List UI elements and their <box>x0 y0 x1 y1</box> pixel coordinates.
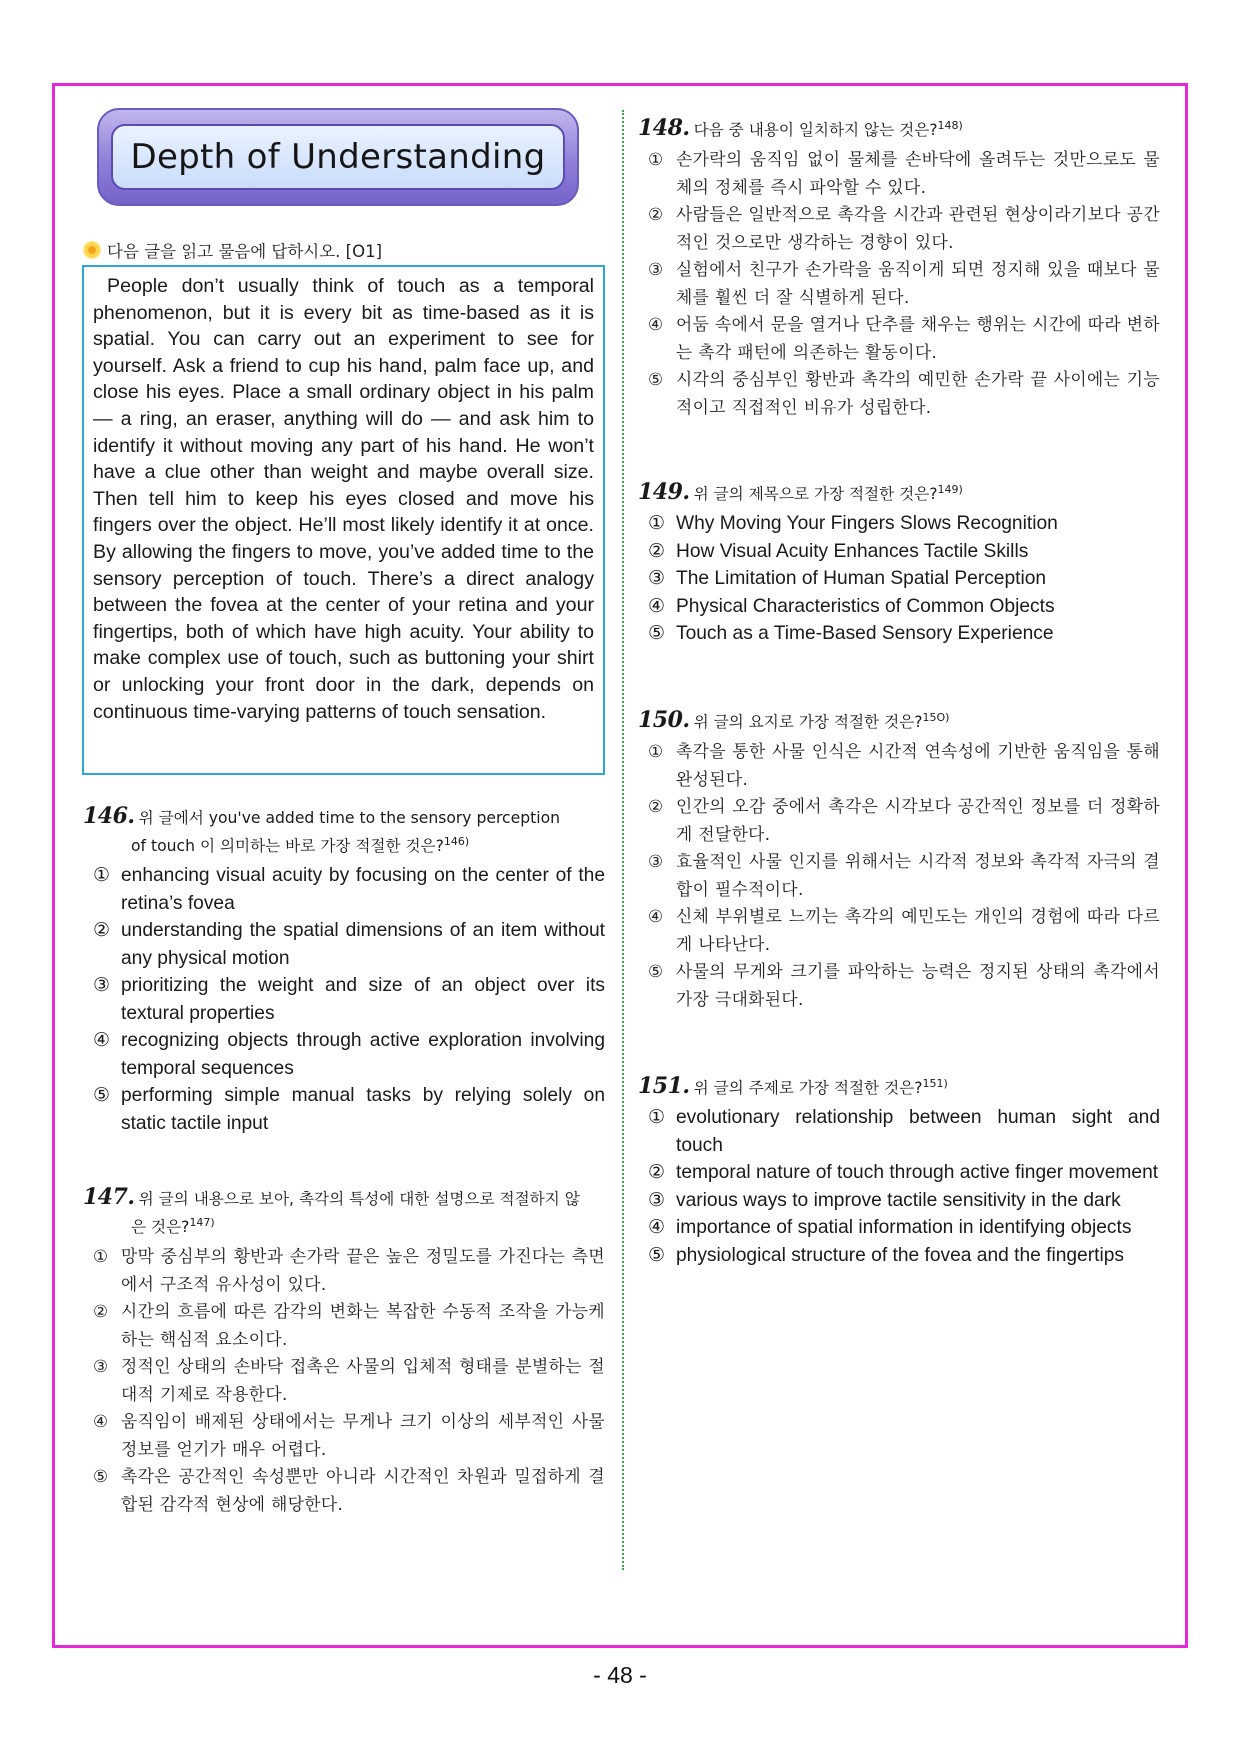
flower-icon <box>83 241 101 259</box>
question-147 <box>83 1186 605 1518</box>
option-list <box>83 862 605 1137</box>
option-4[interactable]: ④ 어둠 속에서 문을 열거나 단추를 채우는 행위는 시간에 따라 변하는 촉각 패턴에 의존하는 활동이다. <box>648 314 1160 362</box>
question-stem: 147. 위 글의 내용으로 보아, 촉각의 특성에 대한 설명으로 적절하지 않 은 것은?$^{147)}$ <box>83 1184 580 1237</box>
option-3[interactable]: ③ 효율적인 사물 인지를 위해서는 시각적 정보와 촉각적 자극의 결합이 필수적이다. <box>648 851 1160 899</box>
option-list <box>638 510 1160 648</box>
question-stem: 148. 다음 중 내용이 일치하지 않는 것은?$^{148)}$ <box>638 115 963 142</box>
option-1[interactable]: ① Why Moving Your Fingers Slows Recognition <box>648 513 1058 535</box>
option-1[interactable]: ① 촉각을 통한 사물 인식은 시간적 연속성에 기반한 움직임을 통해 완성된다. <box>648 741 1160 789</box>
option-4[interactable]: ④ 움직임이 배제된 상태에서는 무게나 크기 이상의 세부적인 사물 정보를 얻기가 매우 어렵다. <box>93 1411 605 1459</box>
option-4[interactable]: ④ importance of spatial information in identifying objects <box>648 1217 1132 1239</box>
option-5[interactable]: ⑤ 촉각은 공간적인 속성뿐만 아니라 시간적인 차원과 밀접하게 결합된 감각적 현상에 해당한다. <box>93 1466 605 1514</box>
option-5[interactable]: ⑤ Touch as a Time-Based Sensory Experience <box>648 623 1054 645</box>
title-box <box>111 124 565 190</box>
option-1[interactable]: ① 손가락의 움직임 없이 물체를 손바닥에 올려두는 것만으로도 물체의 정체를 즉시 파악할 수 있다. <box>648 149 1160 197</box>
column-divider <box>622 110 624 1570</box>
option-3[interactable]: ③ The Limitation of Human Spatial Perception <box>648 568 1047 590</box>
question-149 <box>638 478 1160 648</box>
instruction-text: 다음 글을 읽고 물음에 답하시오. [O1] <box>107 242 383 261</box>
question-stem: 151. 위 글의 주제로 가장 적절한 것은?$^{151)}$ <box>638 1073 948 1100</box>
option-5[interactable]: ⑤ physiological structure of the fovea and the fingertips <box>648 1244 1124 1266</box>
option-4[interactable]: ④ Physical Characteristics of Common Objects <box>648 595 1055 617</box>
option-2[interactable]: ② temporal nature of touch through active finger movement <box>648 1162 1159 1184</box>
option-1[interactable]: ① 망막 중심부의 황반과 손가락 끝은 높은 정밀도를 가진다는 측면에서 구조적 유사성이 있다. <box>93 1246 605 1294</box>
option-2[interactable]: ② 사람들은 일반적으로 촉각을 시간과 관련된 현상이라기보다 공간적인 것으로만 생각하는 경향이 있다. <box>648 204 1160 252</box>
option-1[interactable]: ① enhancing visual acuity by focusing on the center of the retina’s fovea <box>93 865 605 914</box>
option-3[interactable]: ③ 실험에서 친구가 손가락을 움직이게 되면 정지해 있을 때보다 물체를 훨씬 더 잘 식별하게 된다. <box>648 259 1160 307</box>
option-2[interactable]: ② understanding the spatial dimensions of an item without any physical motion <box>93 920 605 969</box>
reading-passage <box>82 265 605 775</box>
option-3[interactable]: ③ various ways to improve tactile sensitivity in the dark <box>648 1189 1121 1211</box>
page-title: Depth of Understanding <box>130 137 546 177</box>
option-2[interactable]: ② 인간의 오감 중에서 촉각은 시각보다 공간적인 정보를 더 정확하게 전달한다. <box>648 796 1160 844</box>
option-2[interactable]: ② How Visual Acuity Enhances Tactile Skills <box>648 540 1029 562</box>
option-2[interactable]: ② 시간의 흐름에 따른 감각의 변화는 복잡한 수동적 조작을 가능케 하는 핵심적 요소이다. <box>93 1301 605 1349</box>
option-list <box>638 146 1160 421</box>
option-list <box>638 738 1160 1013</box>
option-list <box>83 1243 605 1518</box>
question-150 <box>638 706 1160 1013</box>
option-3[interactable]: ③ prioritizing the weight and size of an object over its textural properties <box>93 975 605 1024</box>
option-4[interactable]: ④ 신체 부위별로 느끼는 촉각의 예민도는 개인의 경험에 따라 다르게 나타난다. <box>648 906 1160 954</box>
option-list <box>638 1104 1160 1269</box>
question-148 <box>638 114 1160 421</box>
question-146 <box>83 805 605 1137</box>
page-number: - 48 - <box>593 1662 647 1688</box>
option-3[interactable]: ③ 정적인 상태의 손바닥 접촉은 사물의 입체적 형태를 분별하는 절대적 기제로 작용한다. <box>93 1356 605 1404</box>
option-1[interactable]: ① evolutionary relationship between human sight and touch <box>648 1107 1160 1156</box>
passage-text: People don’t usually think of touch as a temporal phenomenon, but it is every bit as time-based as it is spatial. You can carry out an experiment to see for yourself. Ask a friend to cup his hand, palm face up, and close his eyes. Place a small ordinary object in his palm — a ring, an eraser, anything will do — and ask him to identify it without moving any part of his hand. He won’t have a clue other than weight and maybe overall size. Then tell him to keep his eyes closed and move his fingers over the object. He’ll most likely identify it at once. By allowing the fingers to move, you’ve added time to the sensory perception of touch. There’s a direct analogy between the fovea at the center of your retina and your fingertips, both of which have high acuity. Your ability to make complex use of touch, such as buttoning your shirt or unlocking your front door in the dark, depends on continuous time-varying patterns of touch sensation. <box>93 275 594 723</box>
option-5[interactable]: ⑤ 사물의 무게와 크기를 파악하는 능력은 정지된 상태의 촉각에서 가장 극대화된다. <box>648 961 1160 1009</box>
question-151 <box>638 1072 1160 1269</box>
question-stem: 146. 위 글에서 you've added time to the sensory perception of touch 이 의미하는 바로 가장 적절한 것은?$^{146)}$ <box>83 803 560 856</box>
option-5[interactable]: ⑤ performing simple manual tasks by relying solely on static tactile input <box>93 1085 605 1134</box>
option-4[interactable]: ④ recognizing objects through active exploration involving temporal sequences <box>93 1030 605 1079</box>
option-5[interactable]: ⑤ 시각의 중심부인 황반과 촉각의 예민한 손가락 끝 사이에는 기능적이고 직접적인 비유가 성립한다. <box>648 369 1160 417</box>
instruction <box>83 238 382 262</box>
question-stem: 150. 위 글의 요지로 가장 적절한 것은?$^{15O)}$ <box>638 707 950 734</box>
question-stem: 149. 위 글의 제목으로 가장 적절한 것은?$^{149)}$ <box>638 479 963 506</box>
